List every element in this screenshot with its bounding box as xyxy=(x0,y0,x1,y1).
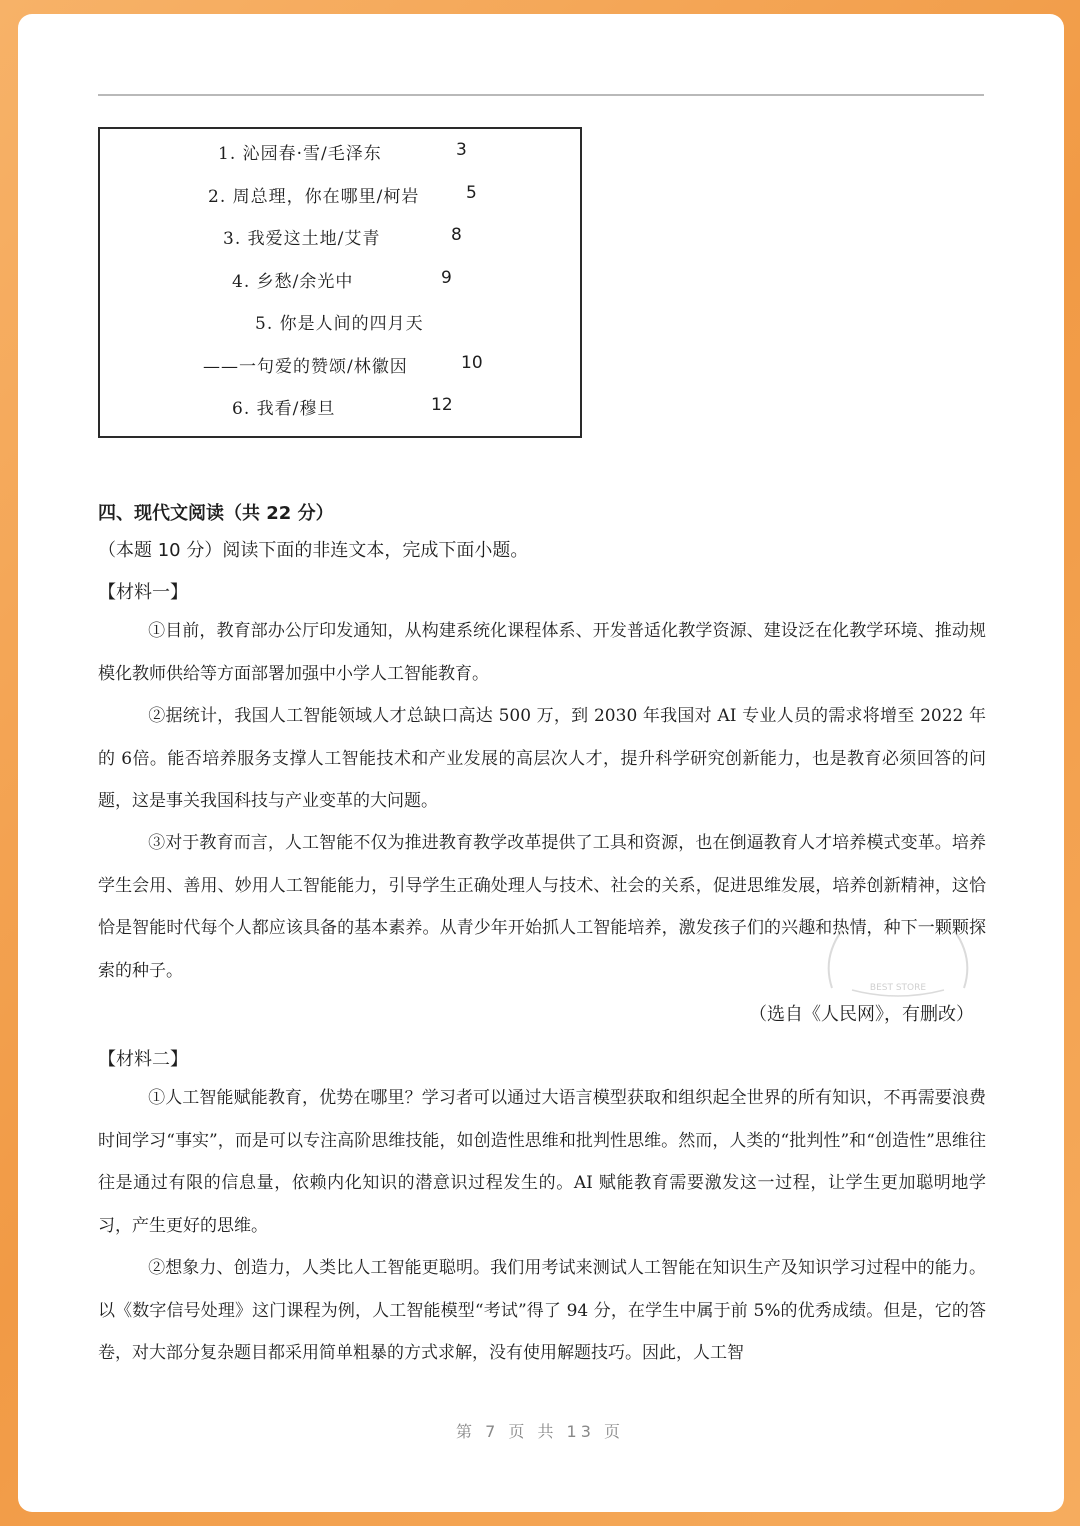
section-heading: 四、现代文阅读（共 22 分） xyxy=(98,503,334,524)
material-1-label: 【材料一】 xyxy=(98,582,188,603)
toc-item-title: ——一句爱的赞颂/林徽因 xyxy=(203,357,408,377)
material-2-label: 【材料二】 xyxy=(98,1049,188,1070)
material-2-paragraph: ①人工智能赋能教育，优势在哪里？学习者可以通过大语言模型获取和组织起全世界的所有知识，不再需要浪费时间学习“事实”，而是可以专注高阶思维技能，如创造性思维和批判性思维。然而，人类的“批判性”和“创造性”思维往往是通过有限的信息量，依赖内化知识的潜意识过程发生的。AI 赋能教育需要激发这一过程，让学生更加聪明地学习，产生更好的思维。 xyxy=(98,1088,986,1236)
watermark-text: BEST STORE xyxy=(869,983,927,993)
toc-item-title: 6. 我看/穆旦 xyxy=(232,399,336,419)
material-1-paragraph: ③对于教育而言，人工智能不仅为推进教育教学改革提供了工具和资源，也在倒逼教育人才培养模式变革。培养学生会用、善用、妙用人工智能能力，引导学生正确处理人与技术、社会的关系，促进思维发展，培养创新精神，这恰恰是智能时代每个人都应该具备的基本素养。从青少年开始抓人工智能培养，激发孩子们的兴趣和热情，种下一颗颗探索的种子。 xyxy=(98,833,986,981)
material-2-paragraph: ②想象力、创造力，人类比人工智能更聪明。我们用考试来测试人工智能在知识生产及知识学习过程中的能力。以《数字信号处理》这门课程为例，人工智能模型“考试”得了 94 分，在学生中属于前 5%的优秀成绩。但是，它的答卷，对大部分复杂题目都采用简单粗暴的方式求解，没有使用解题技巧。因此，人工智 xyxy=(98,1258,986,1363)
toc-item-title: 1. 沁园春·雪/毛泽东 xyxy=(218,144,382,164)
material-1-paragraph: ②据统计，我国人工智能领域人才总缺口高达 500 万，到 2030 年我国对 AI 专业人员的需求将增至 2022 年的 6倍。能否培养服务支撑人工智能技术和产业发展的高层次人才，提升科学研究创新能力，也是教育必须回答的问题，这是事关我国科技与产业变革的大问题。 xyxy=(98,706,986,811)
material-1-source: （选自《人民网》，有删改） xyxy=(749,1004,974,1025)
toc-item-page: 9 xyxy=(441,268,452,288)
header-rule xyxy=(98,94,984,96)
toc-item-title: 5. 你是人间的四月天 xyxy=(255,314,424,334)
section-instruction: （本题 10 分）阅读下面的非连文本，完成下面小题。 xyxy=(98,540,529,561)
toc-item-title: 2. 周总理，你在哪里/柯岩 xyxy=(208,187,420,207)
page-footer: 第 7 页 共 13 页 xyxy=(456,1422,624,1441)
table-of-contents xyxy=(98,127,582,438)
toc-item-page: 12 xyxy=(431,395,453,415)
toc-item-page: 8 xyxy=(451,225,462,245)
toc-item-page: 10 xyxy=(461,353,483,373)
toc-item-title: 3. 我爱这土地/艾青 xyxy=(223,229,381,249)
watermark-stamp xyxy=(812,918,984,998)
toc-item-page: 5 xyxy=(466,183,477,203)
toc-item-page: 3 xyxy=(456,140,467,160)
material-1-paragraph: ①目前，教育部办公厅印发通知，从构建系统化课程体系、开发普适化教学资源、建设泛在化教学环境、推动规模化教师供给等方面部署加强中小学人工智能教育。 xyxy=(98,621,986,684)
toc-item-title: 4. 乡愁/余光中 xyxy=(232,272,354,292)
